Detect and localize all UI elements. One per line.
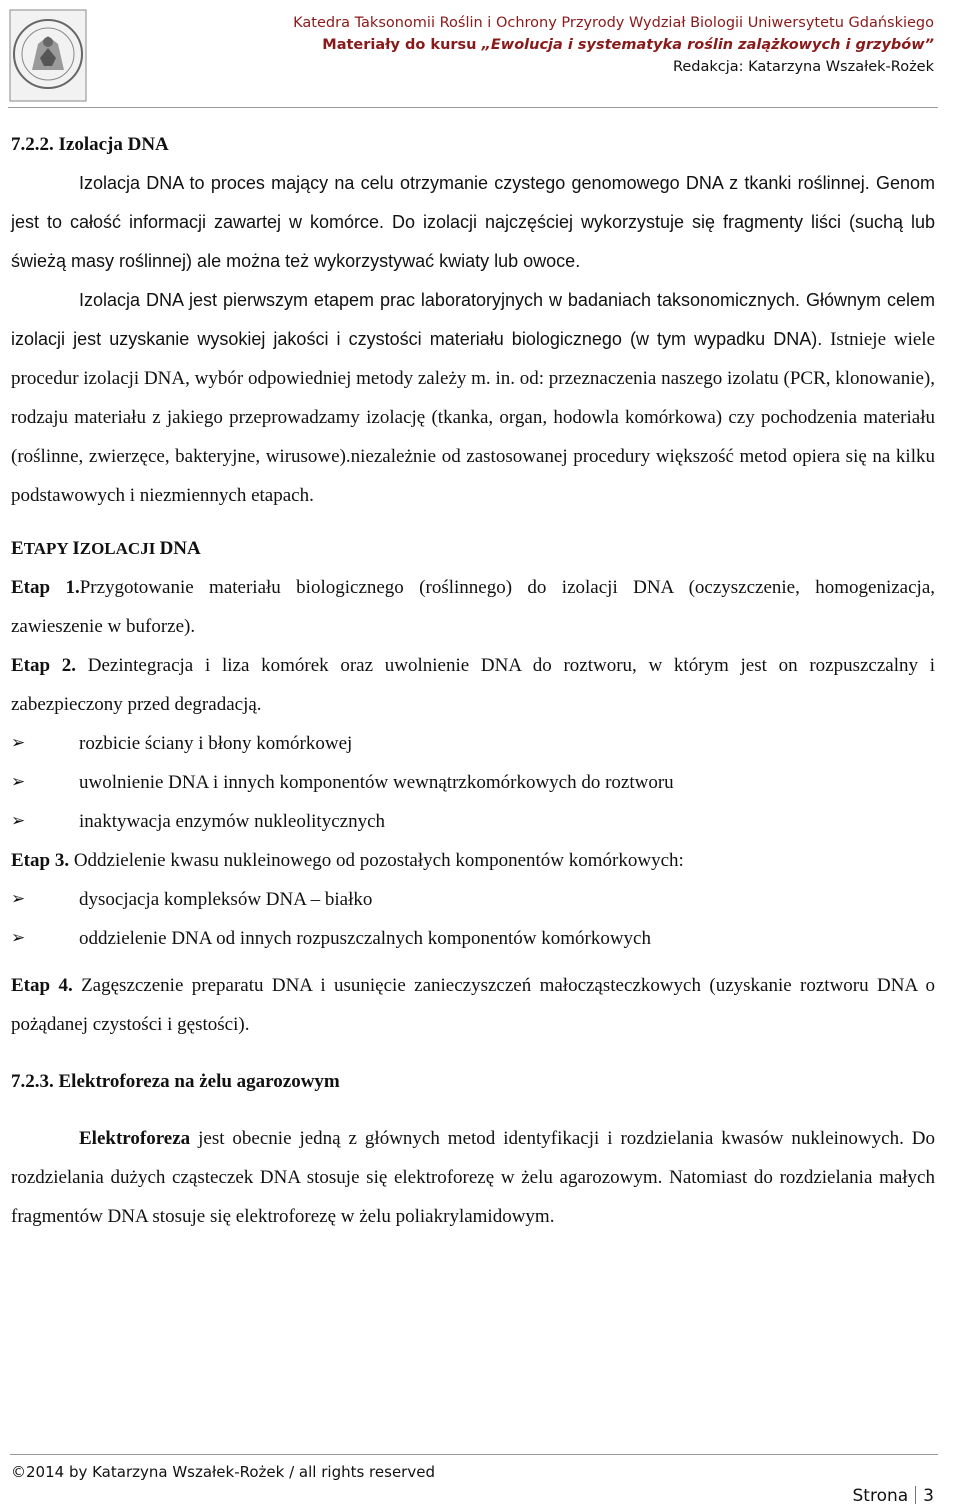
footer-copyright: ©2014 by Katarzyna Wszałek-Rożek / all rights reserved bbox=[11, 1463, 435, 1481]
header-course: Materiały do kursu „Ewolucja i systematyka roślin zalążkowych i grzybów” bbox=[322, 37, 934, 53]
header-divider bbox=[8, 107, 938, 108]
stage-4: Etap 4. Zagęszczenie preparatu DNA i usunięcie zanieczyszczeń małocząsteczkowych (uzyskanie roztworu DNA o pożądanej czystości i gęstości). bbox=[11, 975, 935, 1035]
list-item: ➢ inaktywacja enzymów nukleolitycznych bbox=[11, 802, 935, 841]
paragraph-purpose: Izolacja DNA jest pierwszym etapem prac laboratoryjnych w badaniach taksonomicznych. Głównym celem izolacji jest uzyskanie wysokiej jakości i czystości materiału biologicznego (w tym wypadku DNA). Istnieje wiele procedur izolacji DNA, wybór odpowiedniej metody zależy m. in. od: przeznaczenia naszego izolatu (PCR, klonowanie), rodzaju materiału z jakiego przeprowadzamy izolację (tkanka, organ, hodowla komórkowa) czy pochodzenia materiału (roślinne, zwierzęce, bakteryjne, wirusowe).niezależnie od zastosowanej procedury większość metod opiera się na kilku podstawowych i niezmiennych etapach. bbox=[11, 290, 935, 506]
stage-1: Etap 1.Przygotowanie materiału biologicznego (roślinnego) do izolacji DNA (oczyszczenie, homogenizacja, zawieszenie w buforze). bbox=[11, 577, 935, 637]
stage-2: Etap 2. Dezintegracja i liza komórek oraz uwolnienie DNA do roztworu, w którym jest on rozpuszczalny i zabezpieczony przed degradacją. bbox=[11, 655, 935, 715]
section-heading-7-2-3: 7.2.3. Elektroforeza na żelu agarozowym bbox=[11, 1071, 340, 1092]
arrow-bullet-icon: ➢ bbox=[11, 811, 26, 831]
header-editor: Redakcja: Katarzyna Wszałek-Rożek bbox=[672, 59, 934, 75]
arrow-bullet-icon: ➢ bbox=[11, 772, 26, 792]
list-item: ➢ oddzielenie DNA od innych rozpuszczalnych komponentów komórkowych bbox=[11, 919, 935, 958]
list-item: ➢ rozbicie ściany i błony komórkowej bbox=[11, 724, 935, 763]
stage-3: Etap 3. Oddzielenie kwasu nukleinowego od pozostałych komponentów komórkowych: bbox=[11, 850, 684, 871]
paragraph-intro: Izolacja DNA to proces mający na celu otrzymanie czystego genomowego DNA z tkanki roślinnej. Genom jest to całość informacji zawartej w komórce. Do izolacji najczęściej wykorzystuje się fragmenty liści (suchą lub świeżą masy roślinnej) ale można też wykorzystywać kwiaty lub owoce. bbox=[11, 173, 935, 271]
list-item: ➢ dysocjacja kompleksów DNA – białko bbox=[11, 880, 935, 919]
university-seal-icon bbox=[8, 8, 88, 103]
section-heading-7-2-2: 7.2.2. Izolacja DNA bbox=[11, 134, 169, 155]
footer-divider bbox=[10, 1454, 938, 1455]
stages-title: ETAPY IZOLACJI DNA bbox=[11, 538, 201, 559]
document-body bbox=[11, 125, 935, 1236]
page-number: Strona 3 bbox=[852, 1486, 934, 1506]
arrow-bullet-icon: ➢ bbox=[11, 928, 26, 948]
list-item: ➢ uwolnienie DNA i innych komponentów wewnątrzkomórkowych do roztworu bbox=[11, 763, 935, 802]
arrow-bullet-icon: ➢ bbox=[11, 889, 26, 909]
arrow-bullet-icon: ➢ bbox=[11, 733, 26, 753]
header-department: Katedra Taksonomii Roślin i Ochrony Przyrody Wydział Biologii Uniwersytetu Gdańskiego bbox=[293, 15, 934, 31]
page-header bbox=[293, 12, 934, 78]
paragraph-electrophoresis: Elektroforeza jest obecnie jedną z głównych metod identyfikacji i rozdzielania kwasów nukleinowych. Do rozdzielania dużych cząsteczek DNA stosuje się elektroforezę w żelu agarozowym. Natomiast do rozdzielania małych fragmentów DNA stosuje się elektroforezę w żelu poliakrylamidowym. bbox=[11, 1128, 935, 1227]
